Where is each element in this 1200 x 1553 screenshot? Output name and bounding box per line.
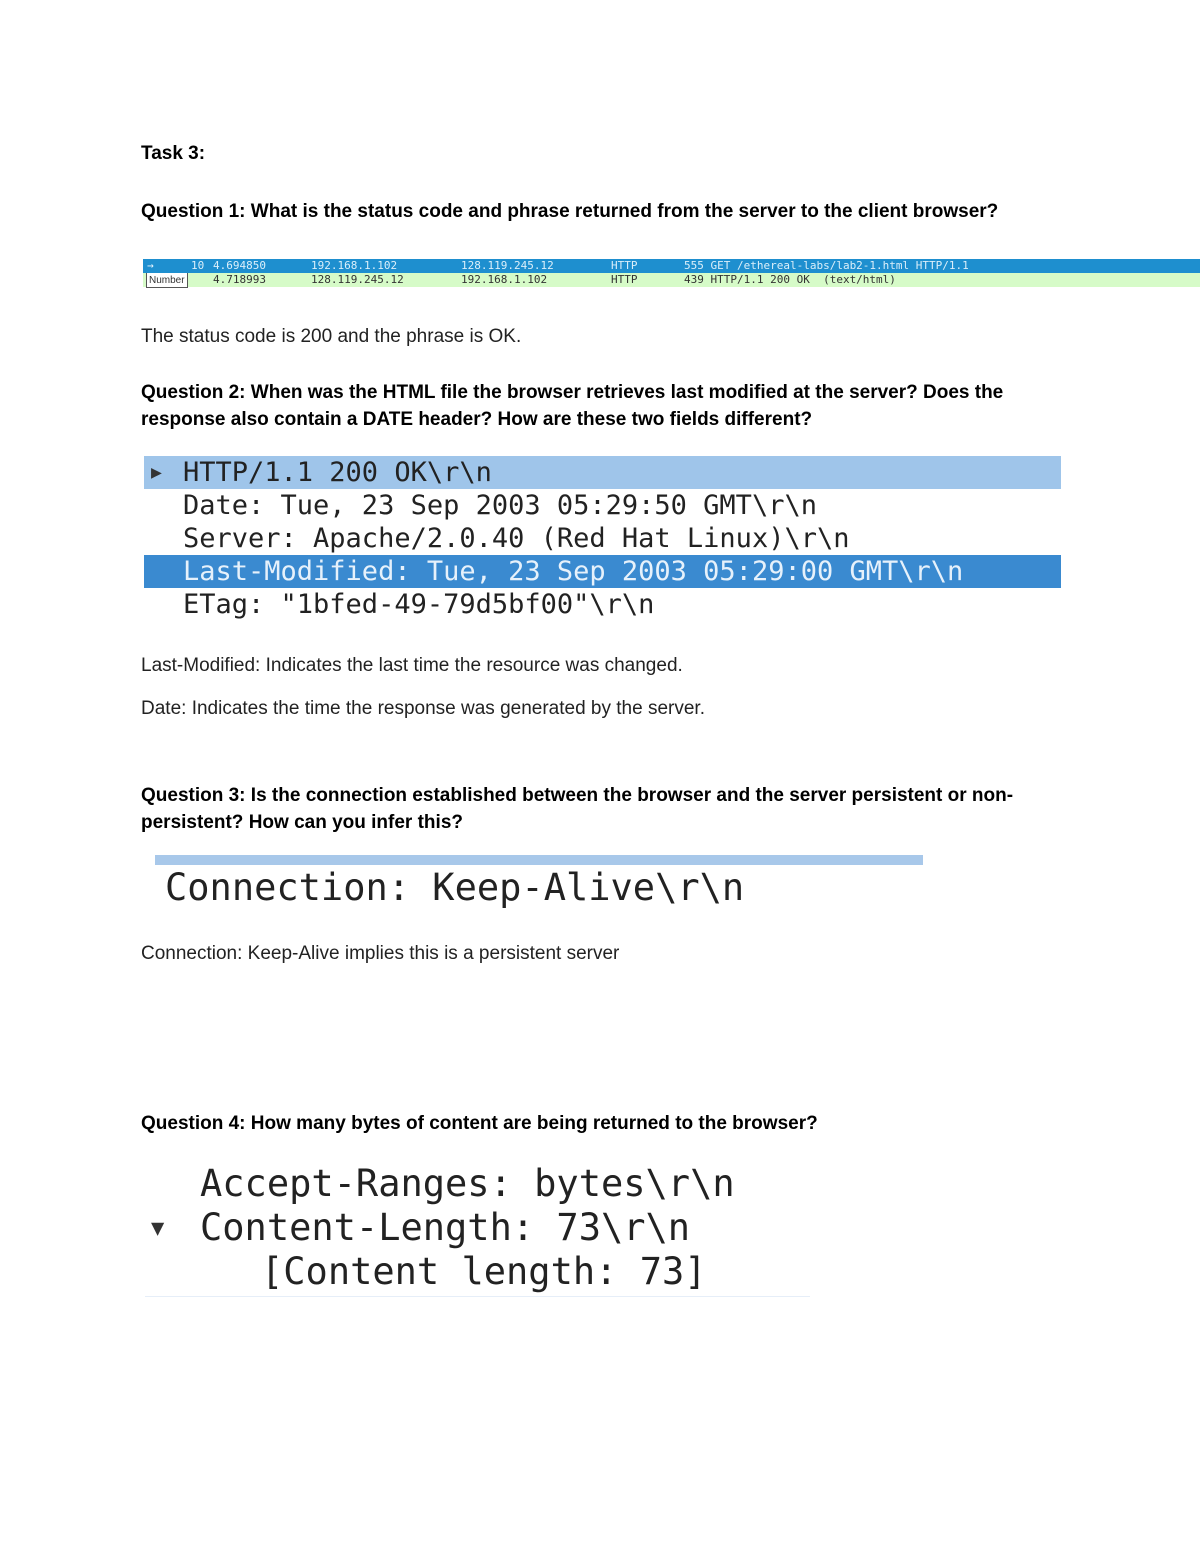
header-line-date: Date: Tue, 23 Sep 2003 05:29:50 GMT\r\n bbox=[183, 490, 817, 521]
task-title: Task 3: bbox=[141, 143, 206, 164]
packet-info: 555 GET /ethereal-labs/lab2-1.html HTTP/1.1 bbox=[684, 259, 969, 272]
answer-2-last-modified: Last-Modified: Indicates the last time the resource was changed. bbox=[141, 655, 683, 676]
packet-row-request bbox=[143, 259, 1200, 273]
question-2: Question 2: When was the HTML file the browser retrieves last modified at the server? Does the response also contain a DATE header? How are these two fields different? bbox=[141, 382, 1004, 430]
question-4: Question 4: How many bytes of content are being returned to the browser? bbox=[141, 1113, 818, 1134]
answer-1: The status code is 200 and the phrase is OK. bbox=[141, 326, 522, 347]
answer-3: Connection: Keep-Alive implies this is a persistent server bbox=[141, 943, 620, 964]
number-column-tooltip: Number bbox=[146, 273, 188, 288]
answer-2-date: Date: Indicates the time the response was generated by the server. bbox=[141, 698, 705, 719]
packet-source: 192.168.1.102 bbox=[311, 259, 398, 272]
triangle-down-icon: ▼ bbox=[151, 1216, 165, 1241]
http-headers-screenshot bbox=[144, 452, 1061, 630]
packet-source: 128.119.245.12 bbox=[311, 273, 404, 286]
content-length-value-line: [Content length: 73] bbox=[261, 1250, 707, 1293]
header-line-etag: ETag: "1bfed-49-79d5bf00"\r\n bbox=[183, 589, 655, 620]
content-length-screenshot bbox=[145, 1158, 810, 1297]
connection-line: Connection: Keep-Alive\r\n bbox=[165, 866, 745, 909]
content-length-line: Content-Length: 73\r\n bbox=[200, 1206, 691, 1249]
accept-ranges-line: Accept-Ranges: bytes\r\n bbox=[200, 1162, 735, 1205]
packet-info: 439 HTTP/1.1 200 OK (text/html) bbox=[684, 273, 896, 286]
packet-destination: 128.119.245.12 bbox=[461, 259, 554, 272]
packet-list-screenshot bbox=[143, 258, 1200, 288]
packet-protocol: HTTP bbox=[611, 259, 638, 272]
packet-protocol: HTTP bbox=[611, 273, 638, 286]
selection-bar bbox=[155, 855, 923, 865]
question-1: Question 1: What is the status code and phrase returned from the server to the client browser? bbox=[141, 201, 999, 222]
header-line-status: ▶ HTTP/1.1 200 OK\r\n bbox=[144, 456, 1061, 489]
triangle-right-icon: ▶ bbox=[151, 462, 162, 483]
packet-row-response bbox=[143, 273, 1200, 287]
packet-time: 4.718993 bbox=[213, 273, 266, 286]
connection-header-screenshot bbox=[155, 855, 923, 917]
packet-destination: 192.168.1.102 bbox=[461, 273, 548, 286]
question-3: Question 3: Is the connection established between the browser and the server persistent or non-persistent? How can you infer this? bbox=[141, 785, 1014, 833]
header-line-server: Server: Apache/2.0.40 (Red Hat Linux)\r\n bbox=[183, 523, 850, 554]
header-line-last-modified: Last-Modified: Tue, 23 Sep 2003 05:29:00 GMT\r\n bbox=[144, 555, 1061, 588]
packet-no: 10 bbox=[191, 259, 205, 272]
packet-time: 4.694850 bbox=[213, 259, 266, 272]
arrow-right-icon: → bbox=[147, 259, 154, 272]
